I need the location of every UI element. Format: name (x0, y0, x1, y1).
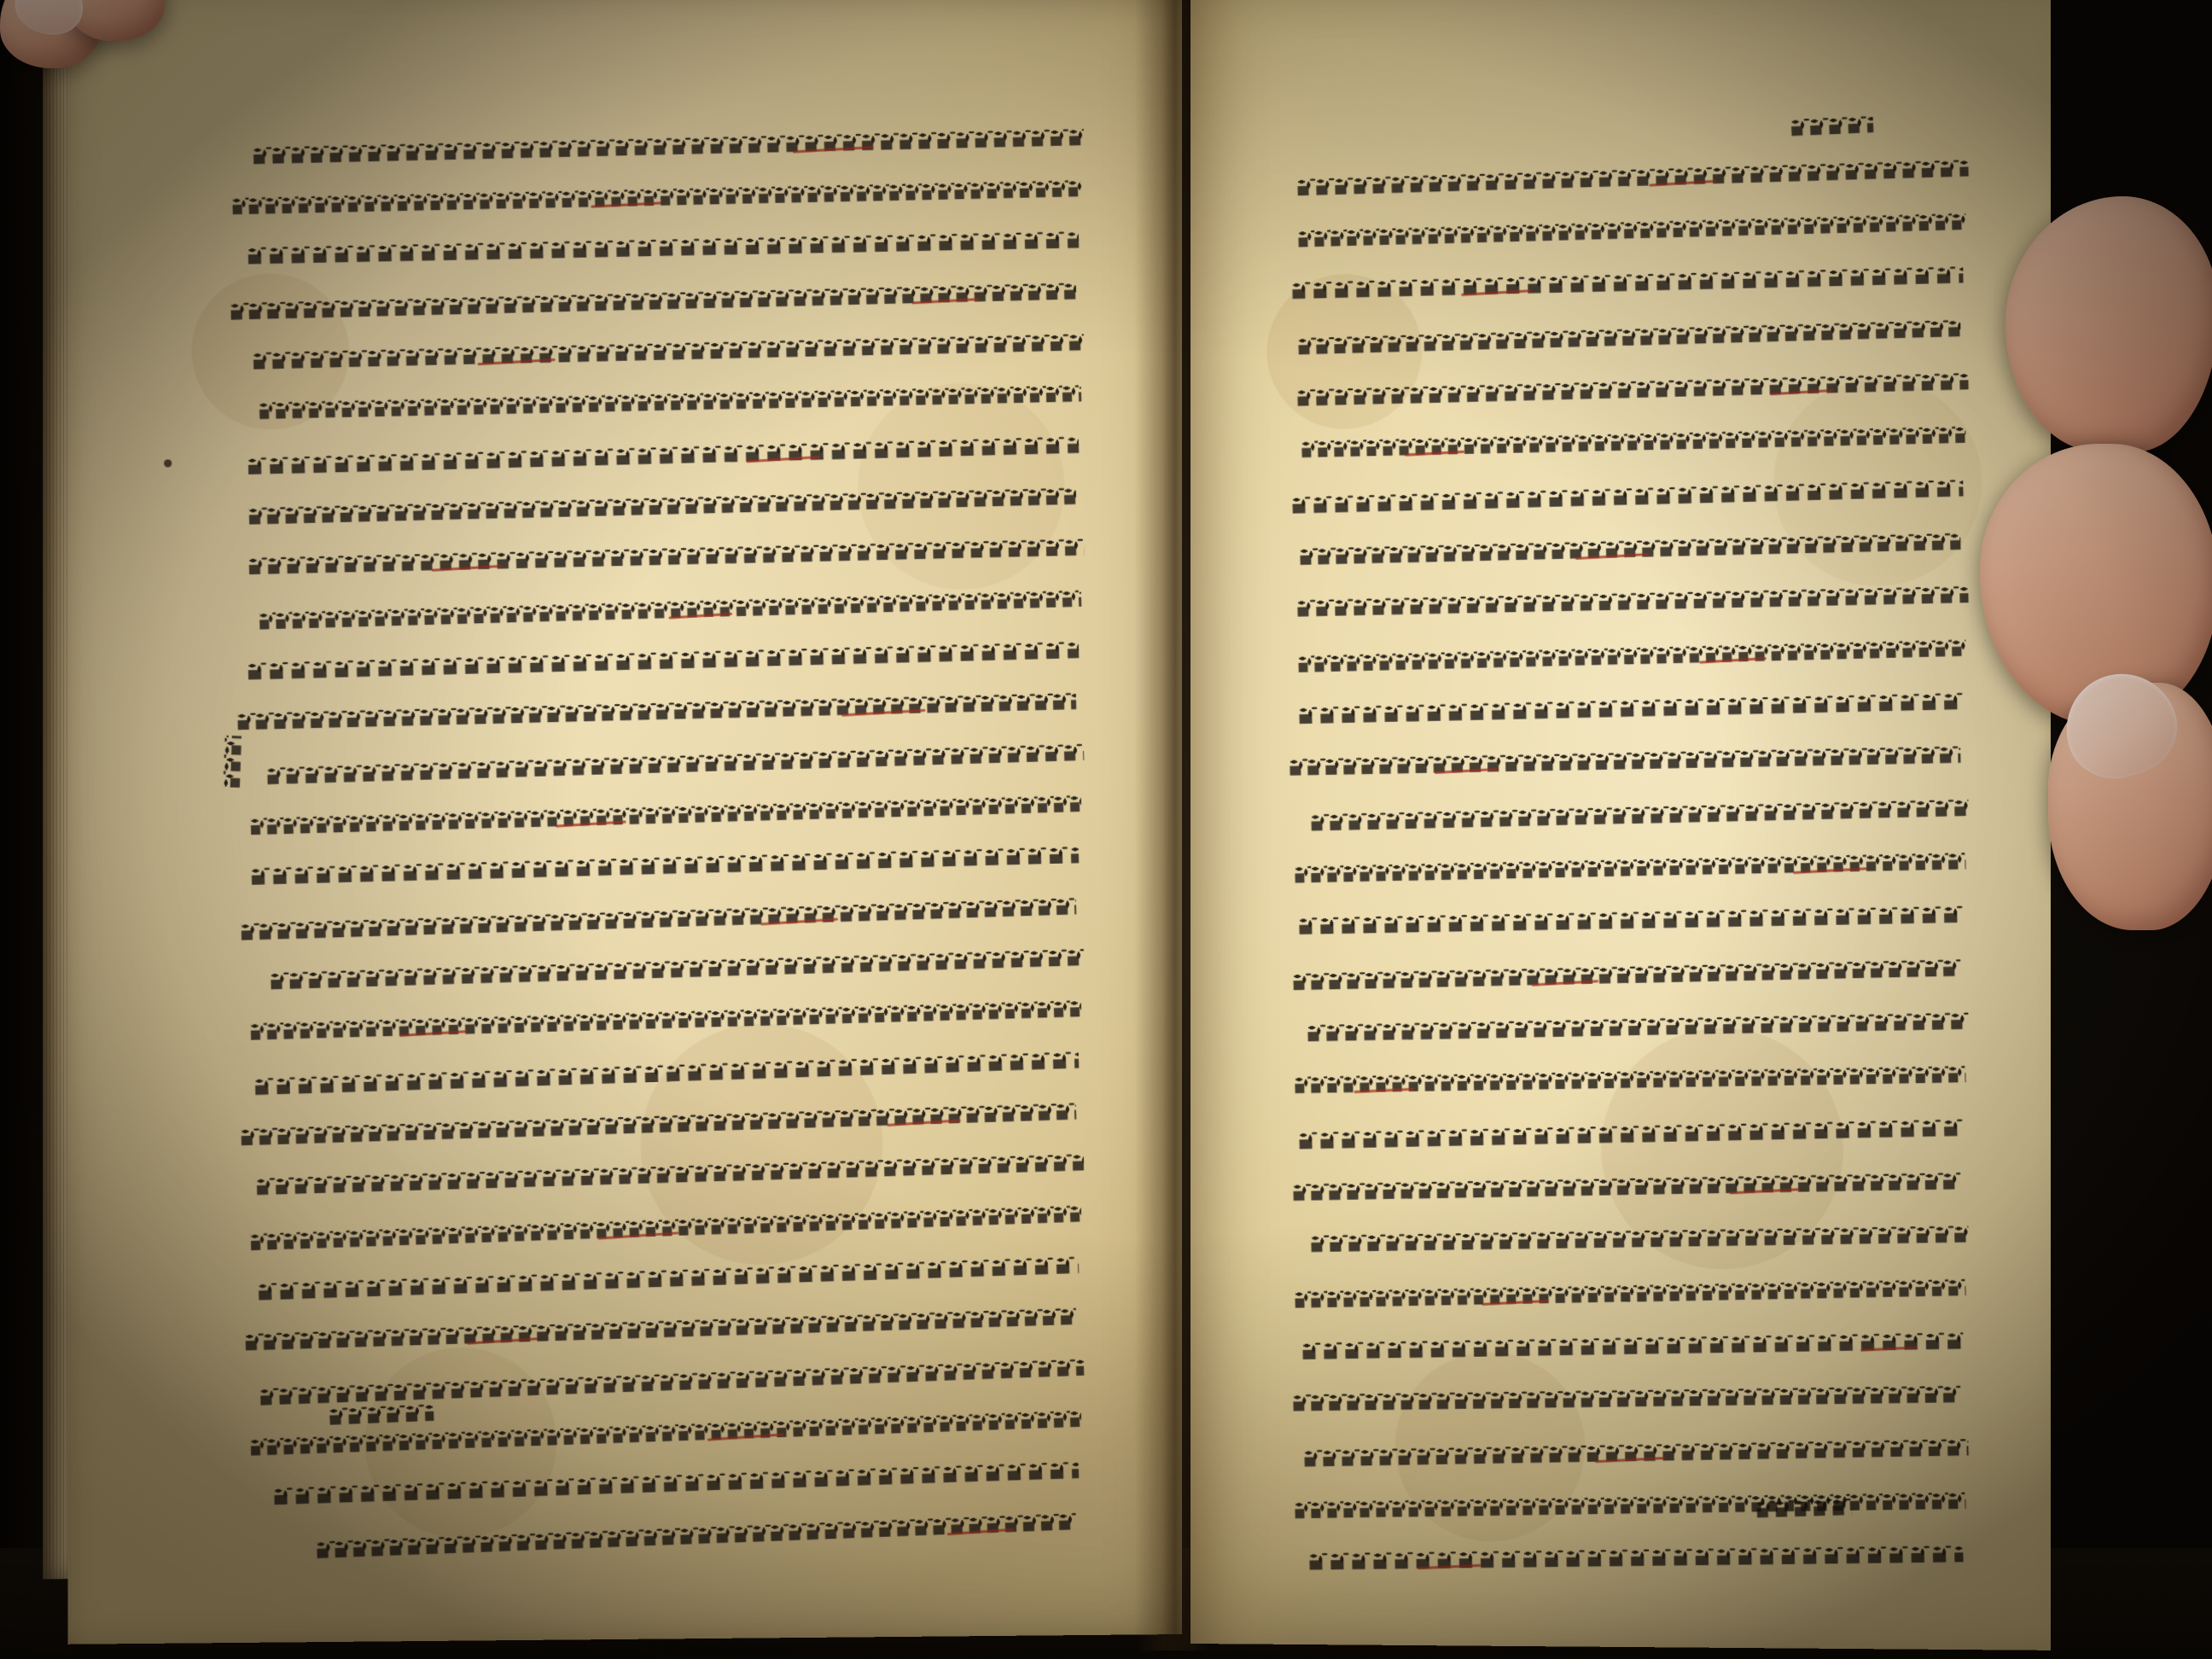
handwritten-script (237, 687, 1076, 730)
handwritten-script (250, 994, 1082, 1039)
handwritten-script (232, 174, 1081, 214)
handwritten-script (1790, 110, 1873, 136)
text-line (1280, 527, 1969, 566)
handwritten-script (1289, 741, 1961, 776)
text-line (1280, 1060, 1969, 1093)
handwritten-script (256, 1148, 1084, 1195)
handwritten-script (1293, 1380, 1961, 1412)
handwritten-script (1298, 207, 1966, 247)
handwritten-script (250, 1200, 1082, 1251)
handwritten-script (259, 585, 1081, 630)
text-line (203, 1302, 1084, 1352)
text-line (1280, 154, 1969, 195)
handwritten-script (1756, 1493, 1852, 1517)
text-line (1280, 367, 1969, 406)
text-line (203, 636, 1084, 681)
text-line (203, 1097, 1084, 1146)
handwritten-script (274, 1456, 1079, 1505)
handwritten-script (1307, 1007, 1969, 1042)
text-line (203, 276, 1084, 320)
text-line (203, 1148, 1084, 1196)
text-line (1280, 314, 1969, 355)
handwritten-script (230, 277, 1076, 320)
handwritten-script (1292, 474, 1964, 514)
text-line (1280, 1433, 1969, 1467)
left-page-catchword (329, 1399, 434, 1425)
handwritten-script (271, 943, 1085, 989)
handwritten-script (258, 1251, 1079, 1301)
handwritten-script (241, 892, 1076, 940)
text-line (1280, 1487, 1969, 1519)
right-page-textblock (1280, 154, 1968, 1592)
text-line (203, 1199, 1084, 1252)
text-line (203, 1251, 1084, 1302)
handwritten-script (1297, 154, 1969, 195)
text-line (1280, 1273, 1969, 1308)
text-line (203, 123, 1084, 165)
handwritten-script (245, 1302, 1077, 1351)
text-line (203, 482, 1084, 526)
handwritten-script (1311, 1220, 1969, 1252)
handwritten-script (247, 636, 1080, 680)
text-line (1280, 1114, 1969, 1150)
text-line (203, 1507, 1084, 1563)
text-line (203, 1456, 1084, 1507)
text-line (1280, 421, 1969, 458)
handwritten-script (259, 380, 1081, 420)
handwritten-script (250, 789, 1082, 835)
left-page-textblock (203, 116, 1084, 1565)
handwritten-script (1299, 687, 1964, 724)
text-line (1280, 260, 1969, 299)
handwritten-script (259, 1353, 1084, 1406)
handwritten-script (1295, 1487, 1966, 1518)
text-line (203, 994, 1084, 1041)
text-line (203, 687, 1084, 731)
handwritten-script (1300, 527, 1961, 565)
text-line (203, 379, 1084, 420)
text-line (203, 174, 1084, 215)
left-margin-note (217, 736, 242, 789)
text-line (1280, 1540, 1969, 1570)
handwritten-script (1297, 367, 1969, 406)
handwritten-script (248, 482, 1076, 525)
handwritten-script (249, 533, 1085, 574)
handwritten-script (1302, 1326, 1964, 1359)
text-line (203, 943, 1084, 992)
handwritten-script (247, 225, 1080, 264)
handwritten-script (267, 738, 1085, 784)
text-line (203, 789, 1084, 836)
handwritten-script (1299, 900, 1964, 934)
handwritten-script (251, 841, 1079, 885)
handwritten-script (217, 736, 242, 789)
handwritten-script (1295, 847, 1966, 882)
handwritten-script (1297, 580, 1969, 616)
handwritten-script (253, 123, 1084, 164)
ink-dot (164, 459, 172, 467)
text-line (1280, 740, 1969, 776)
handwritten-script (254, 1045, 1079, 1095)
text-line (1280, 474, 1969, 514)
left-page (68, 0, 1182, 1644)
text-line (203, 533, 1084, 576)
text-line (203, 892, 1084, 941)
handwritten-script (1295, 1273, 1966, 1308)
handwritten-script (1292, 260, 1964, 299)
handwritten-script (1299, 1114, 1964, 1150)
right-page-catchword (1756, 1493, 1852, 1517)
text-line (1280, 847, 1969, 883)
text-line (1280, 953, 1969, 990)
text-line (203, 738, 1084, 786)
handwritten-script (247, 431, 1080, 474)
handwritten-script (1298, 314, 1961, 354)
text-line (203, 1045, 1084, 1097)
text-line (203, 1353, 1084, 1407)
text-line (1280, 1167, 1969, 1201)
text-line (203, 585, 1084, 632)
handwritten-script (253, 328, 1084, 369)
text-line (1280, 1380, 1969, 1412)
handwritten-script (1293, 953, 1961, 990)
handwritten-script (1304, 1433, 1969, 1466)
handwritten-script (1311, 794, 1969, 831)
handwritten-script (329, 1399, 434, 1425)
text-line (203, 328, 1084, 370)
text-line (1280, 1007, 1969, 1042)
handwritten-script (1293, 1167, 1961, 1201)
right-page (1190, 0, 2051, 1650)
text-line (1280, 207, 1969, 247)
right-page-heading (1790, 110, 1873, 136)
text-line (203, 225, 1084, 265)
text-line (203, 841, 1084, 886)
open-book (34, 0, 1997, 1639)
text-line (1280, 1326, 1969, 1359)
text-line (1280, 900, 1969, 934)
text-line (1280, 794, 1969, 832)
text-line (1280, 580, 1969, 617)
handwritten-script (1309, 1540, 1964, 1569)
handwritten-script (1298, 634, 1966, 672)
text-line (1280, 687, 1969, 725)
text-line (203, 431, 1084, 476)
text-line (1280, 1220, 1969, 1252)
handwritten-script (1301, 421, 1966, 457)
text-line (1280, 633, 1969, 672)
